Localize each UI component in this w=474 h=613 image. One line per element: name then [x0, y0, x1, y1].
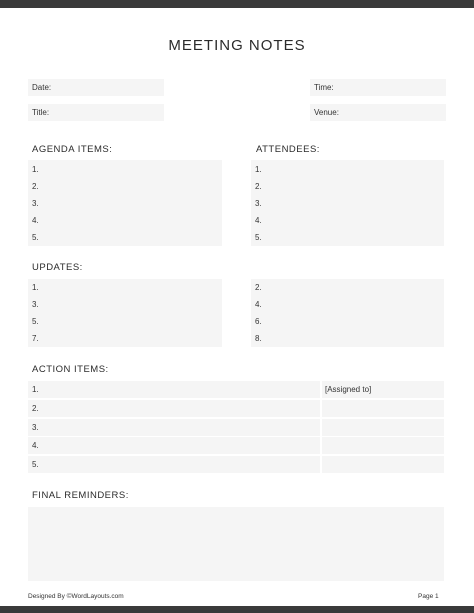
assigned-to-cell[interactable]	[322, 456, 444, 473]
action-items-heading: ACTION ITEMS:	[32, 364, 109, 375]
attendees-heading: ATTENDEES:	[256, 144, 320, 155]
updates-right-list[interactable]	[251, 279, 444, 347]
top-border-band	[0, 0, 474, 8]
time-field[interactable]: Time:	[310, 79, 446, 96]
action-row	[28, 400, 444, 417]
bottom-border-band	[0, 606, 474, 613]
title-field[interactable]: Title:	[28, 104, 164, 121]
agenda-item: 2.	[32, 182, 39, 191]
updates-heading: UPDATES:	[32, 262, 83, 273]
action-row	[28, 456, 444, 473]
action-item-cell[interactable]: 4.	[28, 437, 320, 454]
assigned-to-cell[interactable]	[322, 419, 444, 436]
footer-credit: Designed By ©WordLayouts.com	[28, 593, 124, 600]
update-item: 5.	[32, 317, 39, 326]
attendee-item: 1.	[255, 165, 262, 174]
action-item-cell[interactable]: 1.	[28, 381, 320, 398]
action-row	[28, 419, 444, 436]
assigned-to-cell[interactable]	[322, 437, 444, 454]
page-title: MEETING NOTES	[168, 37, 306, 54]
agenda-item: 1.	[32, 165, 39, 174]
update-item: 1.	[32, 283, 39, 292]
update-item: 6.	[255, 317, 262, 326]
action-row	[28, 437, 444, 454]
action-row	[28, 381, 444, 398]
attendees-list[interactable]	[251, 160, 444, 246]
agenda-item: 5.	[32, 233, 39, 242]
agenda-list[interactable]	[28, 160, 222, 246]
update-item: 8.	[255, 334, 262, 343]
action-item-cell[interactable]: 5.	[28, 456, 320, 473]
attendee-item: 2.	[255, 182, 262, 191]
action-items-table	[28, 381, 444, 473]
venue-field[interactable]: Venue:	[310, 104, 446, 121]
action-item-cell[interactable]: 3.	[28, 419, 320, 436]
updates-left-list[interactable]	[28, 279, 222, 347]
update-item: 2.	[255, 283, 262, 292]
attendee-item: 4.	[255, 216, 262, 225]
final-reminders-box[interactable]	[28, 507, 444, 581]
attendee-item: 5.	[255, 233, 262, 242]
action-item-cell[interactable]: 2.	[28, 400, 320, 417]
final-reminders-heading: FINAL REMINDERS:	[32, 490, 129, 501]
agenda-item: 3.	[32, 199, 39, 208]
assigned-to-cell[interactable]: [Assigned to]	[322, 381, 444, 398]
update-item: 7.	[32, 334, 39, 343]
update-item: 4.	[255, 300, 262, 309]
agenda-item: 4.	[32, 216, 39, 225]
assigned-to-cell[interactable]	[322, 400, 444, 417]
update-item: 3.	[32, 300, 39, 309]
agenda-heading: AGENDA ITEMS:	[32, 144, 113, 155]
page-number: Page 1	[418, 593, 439, 600]
attendee-item: 3.	[255, 199, 262, 208]
date-field[interactable]: Date:	[28, 79, 164, 96]
